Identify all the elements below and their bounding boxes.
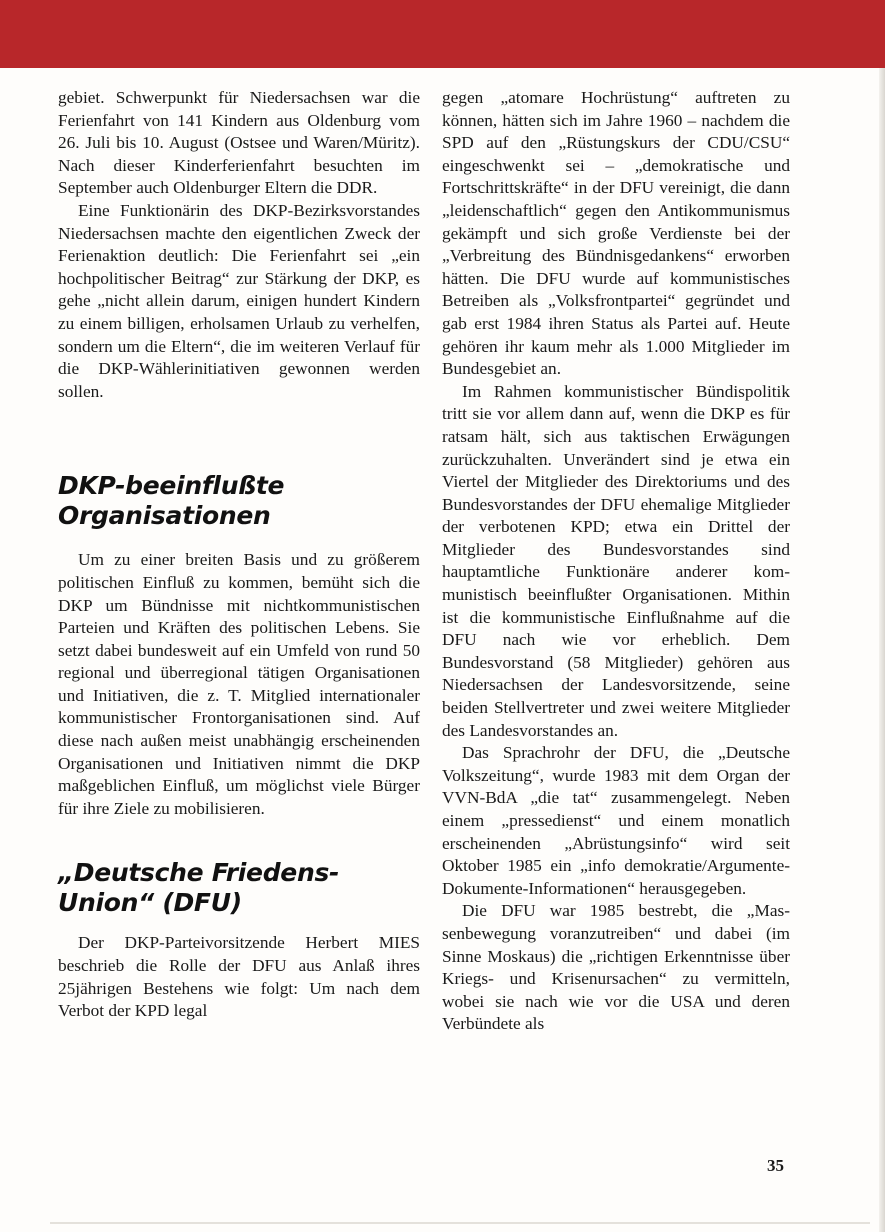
page-edge-shadow	[879, 68, 885, 1232]
paragraph-dfu-history: gegen „atomare Hochrüstung“ auftreten zu können, hätten sich im Jahre 1960 – nachdem die SPD auf den „Rüstungskurs der CDU/CSU“ eingeschwenkt sei – „demokratische und Fortschrittskräfte“ in der DFU vereinigt, die dann „leidenschaftlich“ gegen den Antikommunismus gekämpft und sich große Verdienste bei der „Verbreitung des Bündnisgedankens“ erworben hätten. Die DFU wurde auf kommunistisches Betreiben als „Volksfrontpartei“ gegründet und gab erst 1984 ihren Status als Partei auf. Heute gehören ihr kaum mehr als 1.000 Mitglieder im Bundesgebiet an.	[442, 88, 790, 379]
paragraph-dfu-alliance-politics: Im Rahmen kommunistischer Bündispolitik tritt sie vor allem dann auf, wenn die DKP es für ratsam hält, sich aus taktischen Erwägungen zurückzuhalten. Unverändert sind je etwa ein Viertel der Mitglieder des Direktoriums und des Bundesvorstandes der DFU ehemalige Mitglieder der verbotenen KPD; etwa ein Drittel der Mitglieder des Bundesvorstandes sind hauptamtliche Funktionäre anderer kommunistisch beeinflußter Organisationen. Mithin ist die kommunistische Einflußnahme auf die DFU nach wie vor erheblich. Dem Bundesvorstand (58 Mitglieder) gehören aus Niedersachsen der Landesvorsitzende, seine beiden Stellvertreter und zwei weitere Mitglieder des Landesvorstandes an.	[442, 381, 790, 740]
section-heading-organisations: DKP-beeinflußte Organisationen	[58, 471, 285, 531]
top-color-band	[0, 0, 885, 68]
paragraph-dfu-publications: Das Sprachrohr der DFU, die „Deutsche Volkszeitung“, wurde 1983 mit dem Organ der VVN-BdA „die tat“ zusammengelegt. Neben einem „pressedienst“ und einem monatlich erscheinenden „Abrüstungsinfo“ wird seit Oktober 1985 ein „info demokratie/Argumente-Dokumente-Informationen“ herausgegeben.	[442, 743, 790, 898]
page-number: 35	[767, 1156, 784, 1175]
right-column	[442, 87, 790, 1036]
paragraph-dfu-1985: Die DFU war 1985 bestrebt, die „Massenbewegung voranzutreiben“ und dabei (im Sinne Moskaus) die „richtigen Erkenntnisse über Kriegs- und Krisenursachen“ zu vermitteln, wobei sie nach wie vor die USA und deren Verbündete als	[442, 901, 790, 1034]
paragraph-dfu-intro: Der DKP-Parteivorsitzende Herbert MIES beschrieb die Rolle der DFU aus Anlaß ihres 25jährigen Bestehens wie folgt: Um nach dem Verbot der KPD legal	[58, 933, 420, 1021]
bottom-edge-line	[50, 1222, 870, 1224]
paragraph-alliances: Um zu einer breiten Basis und zu größerem politischen Einfluß zu kommen, bemüht sich die DKP um Bündnisse mit nichtkommunistischen Parteien und Kräften des politischen Lebens. Sie setzt dabei bundesweit auf ein Umfeld von rund 50 regional und überregional tätigen Organisationen und Initiativen, die z. T. Mitglied internationaler kommunistischer Frontorganisationen sind. Auf diese nach außen meist unabhängig erscheinenden Organisationen und Initiativen nimmt die DKP maßgeblichen Einfluß, um möglichst viele Bürger für ihre Ziele zu mobilisieren.	[58, 550, 420, 818]
paragraph-functionary: Eine Funktionärin des DKP-Bezirksvorstandes Niedersachsen machte den eigentlichen Zweck der Ferienaktion deutlich: Die Ferienfahrt sei „ein hochpolitischer Beitrag“ zur Stärkung der DKP, es gehe „nicht allein darum, einigen hundert Kindern zu einem billigen, erholsamen Urlaub zu verhelfen, sondern um die Eltern“, die im weiteren Verlauf für die DKP-Wählerinitiativen gewonnen werden sollen.	[58, 200, 420, 401]
left-column	[58, 87, 420, 1023]
section-heading-dfu: „Deutsche Friedens-Union“ (DFU)	[58, 858, 340, 918]
paragraph-continued: gebiet. Schwerpunkt für Niedersachsen war die Ferienfahrt von 141 Kindern aus Oldenburg vom 26. Juli bis 10. August (Ostsee und Waren/Müritz). Nach dieser Kinderferienfahrt besuchten im September auch Oldenburger Eltern die DDR.	[58, 88, 420, 198]
